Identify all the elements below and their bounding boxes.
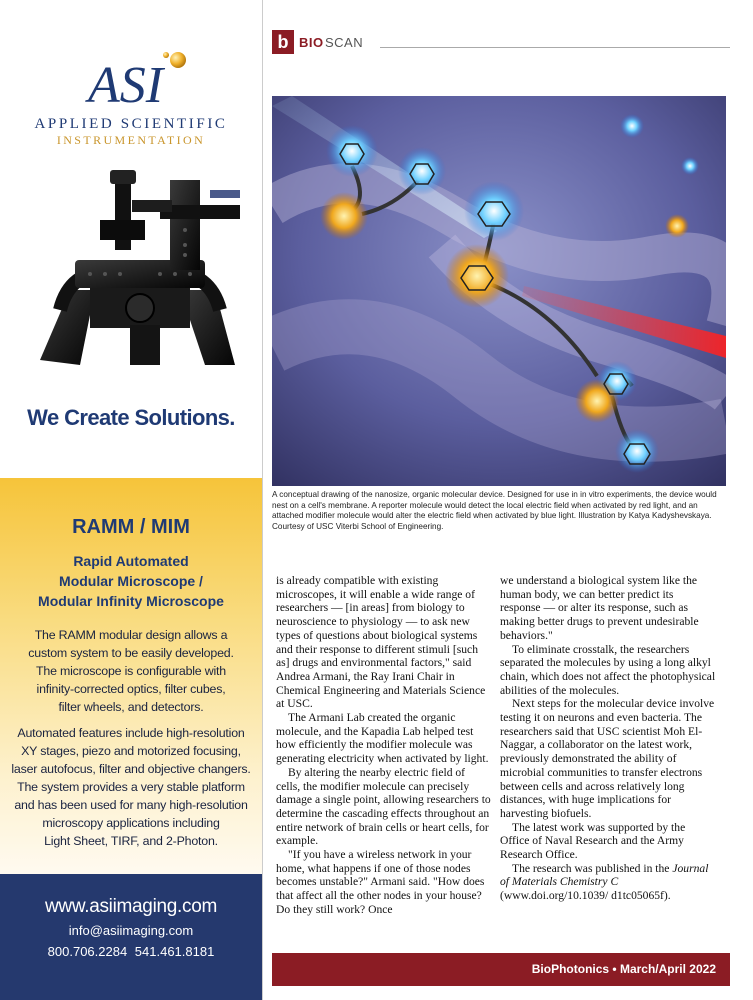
molecular-device-illustration [272, 96, 726, 486]
ad-body-line: The RAMM modular design allows a [34, 628, 228, 642]
ad-body-line: filter wheels, and detectors. [58, 700, 204, 714]
logo-line-1: APPLIED SCIENTIFIC [34, 116, 228, 132]
article-paragraph: Next steps for the molecular device involve testing it on neurons and even bacteria. The researchers said that USC scientist Moh El-Naggar, a collaborator on the latest work, previously demonstrated the ability of microbial communities to transfer electrons between cells and across relatively long distances, with huge implications for harvesting biofuels. [500, 697, 715, 820]
ad-body-line: Automated features include high-resolution [17, 726, 245, 740]
ad-body-line: The microscope is configurable with [36, 664, 226, 678]
article-paragraph: By altering the nearby electric field of cells, the modifier molecule can precisely damage a single point, allowing researchers to determine the cascading effects throughout an entire network of brain cells or heart cells, for example. [276, 765, 491, 848]
section-header-rule [380, 47, 730, 48]
page-footer [272, 953, 730, 986]
article-paragraph [500, 862, 716, 903]
logo-letters: ASI [88, 57, 164, 110]
article-column-2 [500, 574, 716, 903]
doi-link[interactable]: (www.doi.org/10.1039/ d1tc05065f). [500, 889, 671, 903]
article-paragraph: The Armani Lab created the organic molecule, and the Kapadia Lab helped test how efficiently the modifier molecule was generating electricity when activated by light. [276, 711, 489, 766]
column-divider [262, 0, 263, 1000]
article-paragraph: "If you have a wireless network in your home, what happens if one of those nodes becomes unstable?" Armani said. "How does that affect all the other nodes in your house? Do they still work? Once [276, 848, 485, 916]
ad-body-line: XY stages, piezo and motorized focusing, [21, 744, 241, 758]
ad-slogan: We Create Solutions. [27, 405, 235, 430]
footer-publication: BioPhotonics • March/April 2022 [531, 962, 716, 976]
article-column-1 [276, 574, 492, 917]
ad-body-line: custom system to be easily developed. [28, 646, 234, 660]
citation-intro: The research was published in the [512, 861, 670, 875]
article-paragraph: is already compatible with existing microscopes, it will enable a wide range of researchers — [in areas] from biology to neuroscience to physiology — to ask new types of questions about biological systems and their response to different stimuli [such as] drugs and environmental factors," said Andrea Armani, the Ray Irani Chair in Chemical Engineering and Materials Science at USC. [276, 574, 486, 711]
ad-email-link[interactable]: info@asiimaging.com [68, 923, 194, 938]
asi-advertisement [0, 0, 262, 1000]
ad-website-link[interactable]: www.asiimaging.com [45, 896, 217, 917]
section-label-rest: SCAN [325, 35, 364, 50]
section-badge: b [272, 30, 294, 54]
ad-body-line: laser autofocus, filter and objective changers. [11, 762, 251, 776]
article-paragraph: To eliminate crosstalk, the researchers separated the molecules by using a long alkyl chain, which does not affect the photophysical abilities of the molecules. [500, 642, 716, 697]
product-title: RAMM / MIM [72, 516, 190, 538]
article-paragraph: The latest work was supported by the Office of Naval Research and the Army Research Office. [500, 820, 686, 862]
product-subtitle-line: Modular Infinity Microscope [38, 593, 224, 609]
section-label-bold: BIO [299, 35, 324, 50]
ad-body-line: Light Sheet, TIRF, and 2-Photon. [44, 834, 218, 848]
ad-body-line: The system provides a very stable platform [17, 780, 245, 794]
product-subtitle-line: Modular Microscope / [59, 573, 203, 589]
ad-body-line: microscopy applications including [42, 816, 220, 830]
journal-title: Journal of Materials Chemistry C [500, 861, 709, 889]
ad-body-line: and has been used for many high-resolution [14, 798, 248, 812]
ad-phone-numbers: 800.706.2284 541.461.8181 [47, 944, 215, 959]
asi-logo-icon [82, 50, 192, 110]
microscope-image [20, 160, 250, 400]
article-paragraph: we understand a biological system like the human body, we can better predict its response — or alter its response, such as making better drugs to prevent undesirable behaviors." [500, 574, 699, 642]
product-subtitle-line: Rapid Automated [73, 553, 189, 569]
figure-caption: A conceptual drawing of the nanosize, organic molecular device. Designed for use in in vitro experiments, the device would nest on a cell's membrane. A reporter molecule would detect the local electric field when activated by red light, and an attached modifier molecule would alter the electric field when activated by blue light. Illustration by Katya Kadyshevskaya. Courtesy of USC Viterbi School of Engineering. [272, 490, 717, 531]
logo-line-2: INSTRUMENTATION [56, 133, 206, 147]
ad-body-line: infinity-corrected optics, filter cubes, [36, 682, 226, 696]
